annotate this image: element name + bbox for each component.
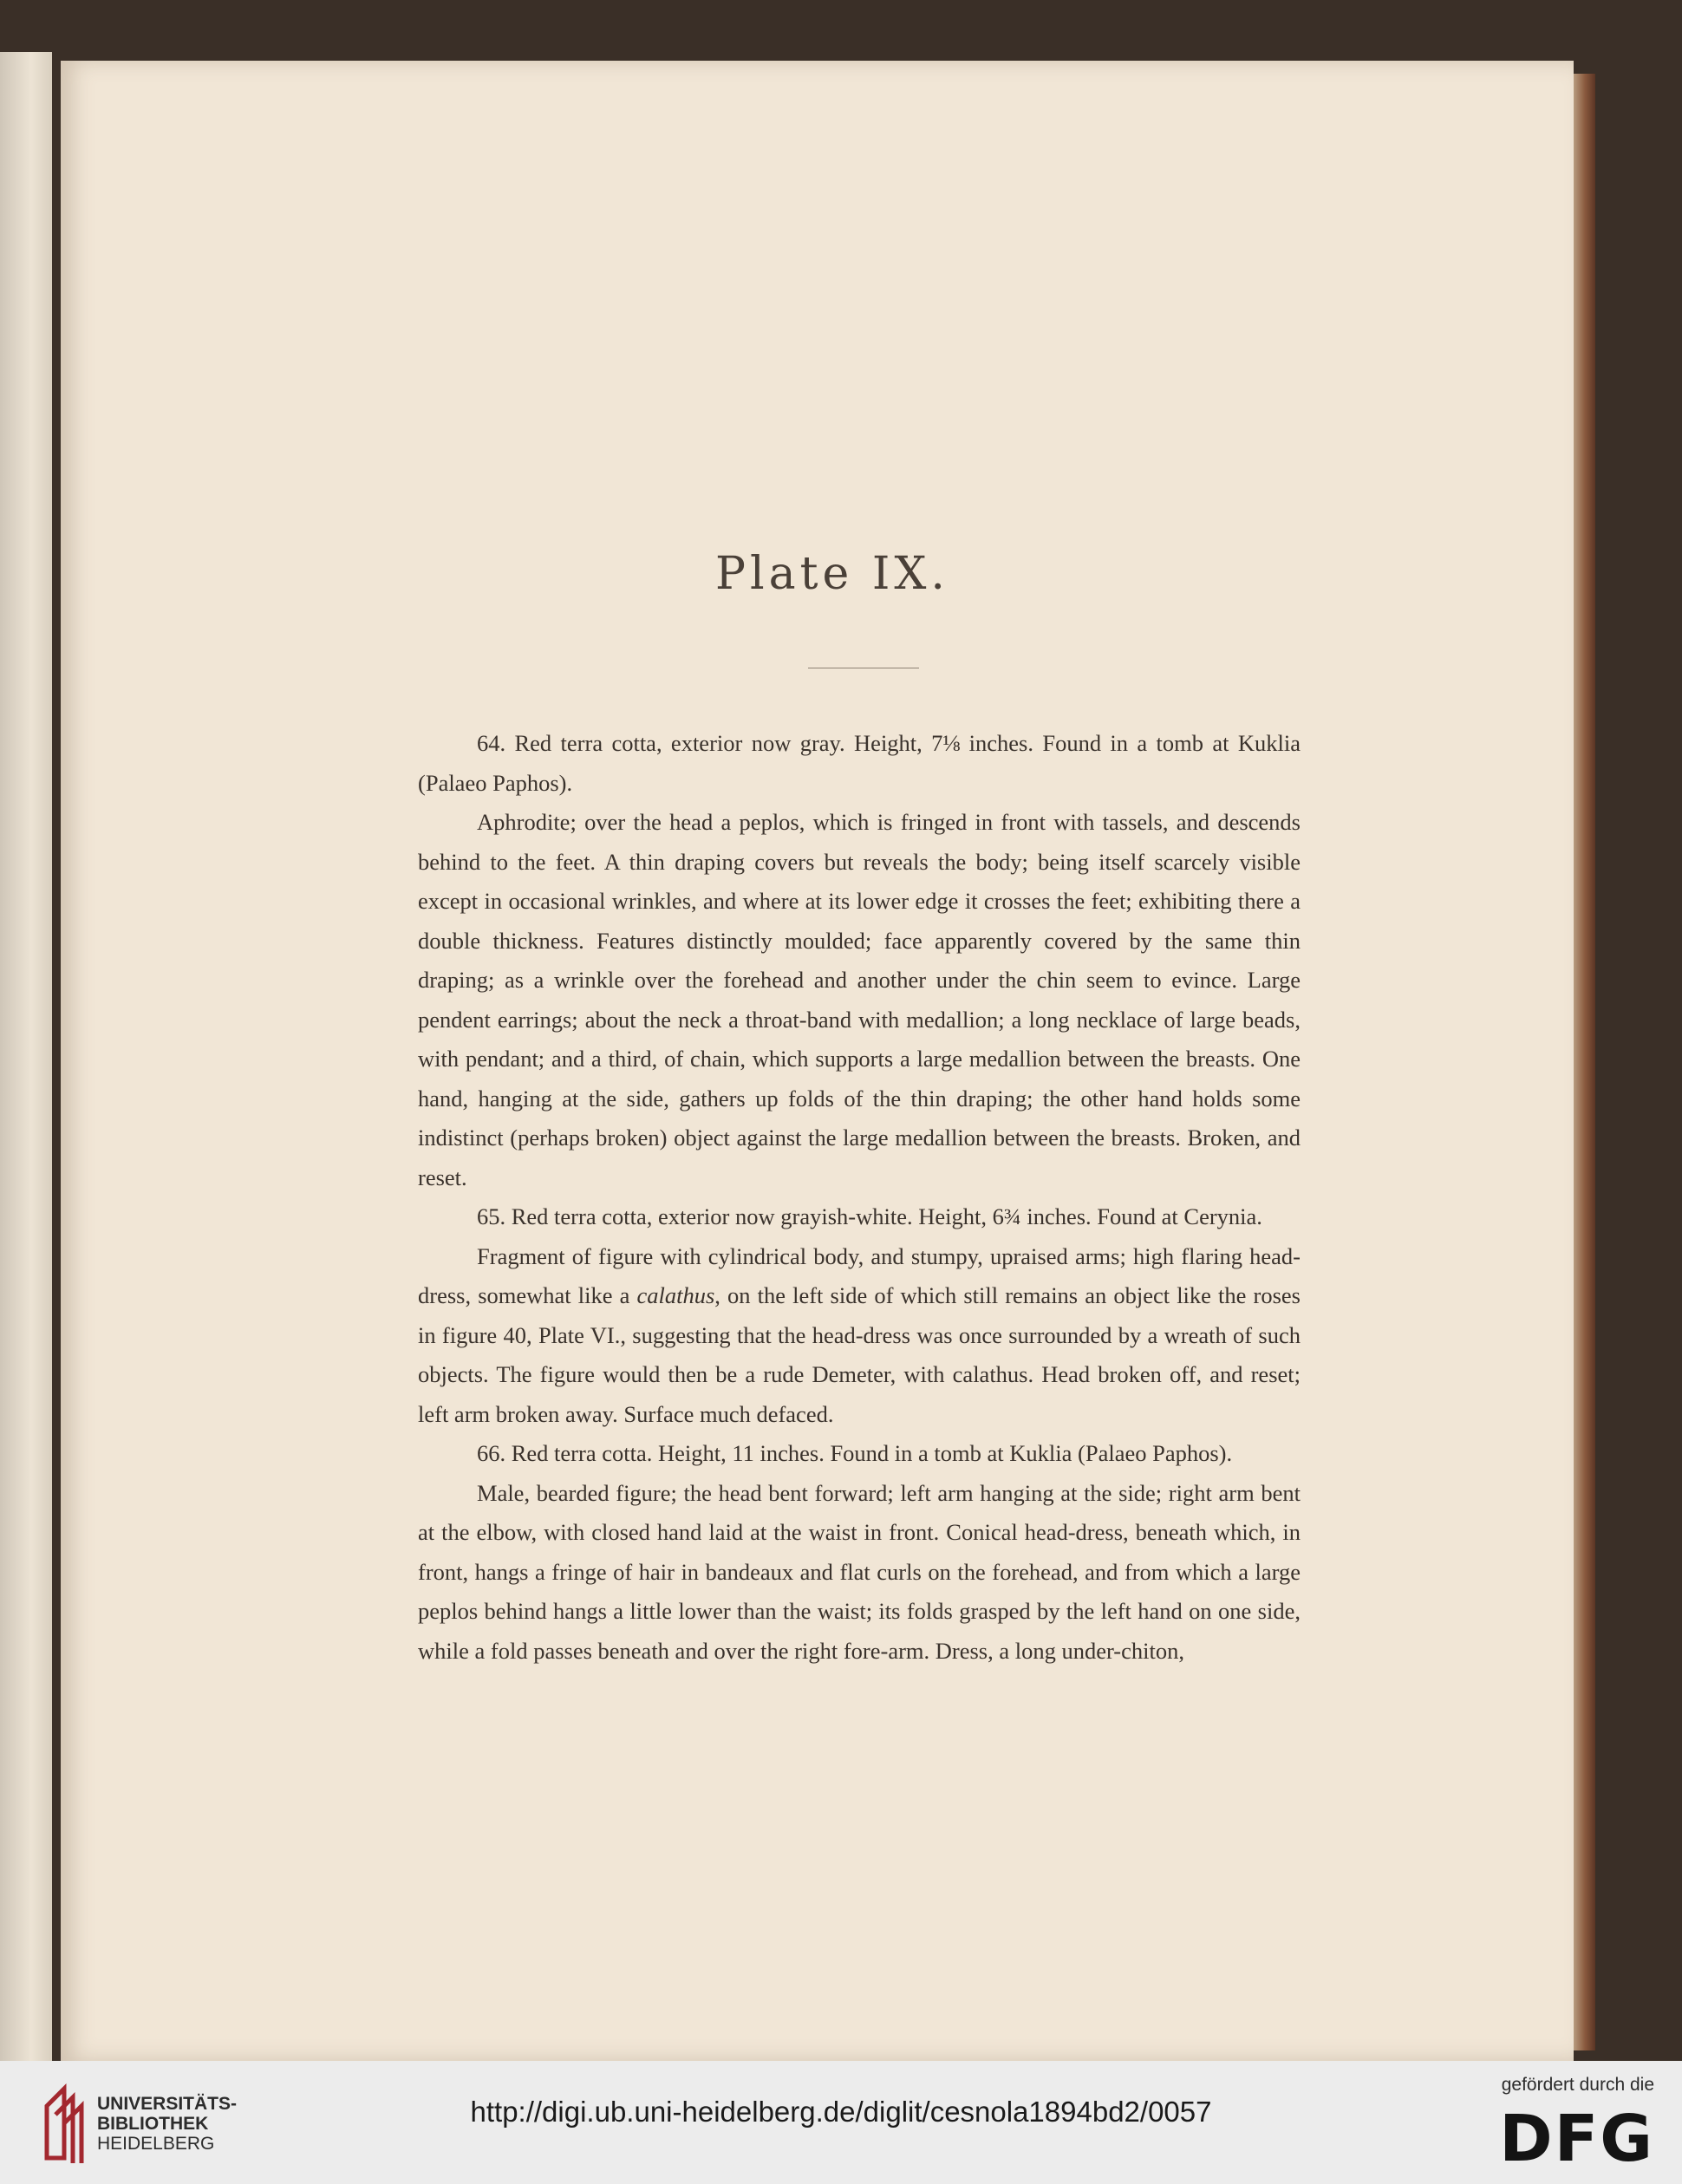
paragraph [418,1197,1301,1237]
page [61,61,1574,2061]
library-name-line3: HEIDELBERG [97,2134,215,2154]
paragraph-text: 64. Red terra cotta, exterior now gray. Height, 7⅛ inches. Found in a tomb at Kuklia (Palaeo Paphos). [418,730,1301,796]
paragraph-text: Aphrodite; over the head a peplos, which is fringed in front with tassels, and descends behind to the feet. A thin draping covers but reveals the body; being itself scarcely visible except in occasional wrinkles, and where at its lower edge it crosses the feet; exhibiting there a double thickness. Features distinctly moulded; face apparently covered by the same thin draping; as a wrinkle over the forehead and another under the chin seem to evince. Large pendent earrings; about the neck a throat-band with medallion; a long necklace of large beads, with pendant; and a third, of chain, which supports a large medallion between the breasts. One hand, hanging at the side, gathers up folds of the thin draping; the other hand holds some indistinct (perhaps broken) object against the large medallion between the breasts. Broken, and reset. [418,809,1301,1190]
funded-by-label: gefördert durch die [1501,2075,1654,2095]
dfg-logo[interactable]: DFG [1499,2102,1654,2176]
paragraph-text: Male, bearded figure; the head bent forward; left arm hanging at the side; right arm bent at the elbow, with closed hand laid at the waist in front. Conical head-dress, beneath which, in front, hangs a fringe of hair in bandeaux and flat curls on the forehead, and from which a large peplos behind hangs a little lower than the waist; its folds grasped by the left hand on one side, while a fold passes beneath and over the right fore-arm. Dress, a long under-chiton, [418,1479,1301,1664]
body-text [418,724,1301,1671]
paragraph-text: Fragment of figure with cylindrical body, and stumpy, upraised arms; high flaring head-dress, somewhat like a [418,1242,1301,1308]
paragraph-text: 66. Red terra cotta. Height, 11 inches. Found in a tomb at Kuklia (Palaeo Paphos). [477,1440,1233,1466]
paragraph [418,1434,1301,1474]
plate-title: Plate IX. [715,548,949,600]
paragraph [418,803,1301,1197]
italic-term: calathus [636,1282,715,1308]
paragraph-text: 65. Red terra cotta, exterior now grayish-white. Height, 6¾ inches. Found at Cerynia. [477,1203,1262,1229]
paragraph [418,1237,1301,1435]
viewer-footer [0,2061,1682,2184]
paragraph [418,1474,1301,1672]
paragraph [418,724,1301,803]
library-name-line1: UNIVERSITÄTS- [97,2094,238,2114]
permalink-url[interactable]: http://digi.ub.uni-heidelberg.de/diglit/cesnola1894bd2/0057 [470,2096,1212,2128]
library-name-line2: BIBLIOTHEK [97,2114,209,2134]
paragraph-text: , on the left side of which still remains an object like the roses in figure 40, Plate VI., suggesting that the head-dress was once surrounded by a wreath of such objects. The figure would then be a rude Demeter, with calathus. Head broken off, and reset; left arm broken away. Surface much defaced. [418,1282,1301,1427]
left-page-edge [0,52,52,2061]
